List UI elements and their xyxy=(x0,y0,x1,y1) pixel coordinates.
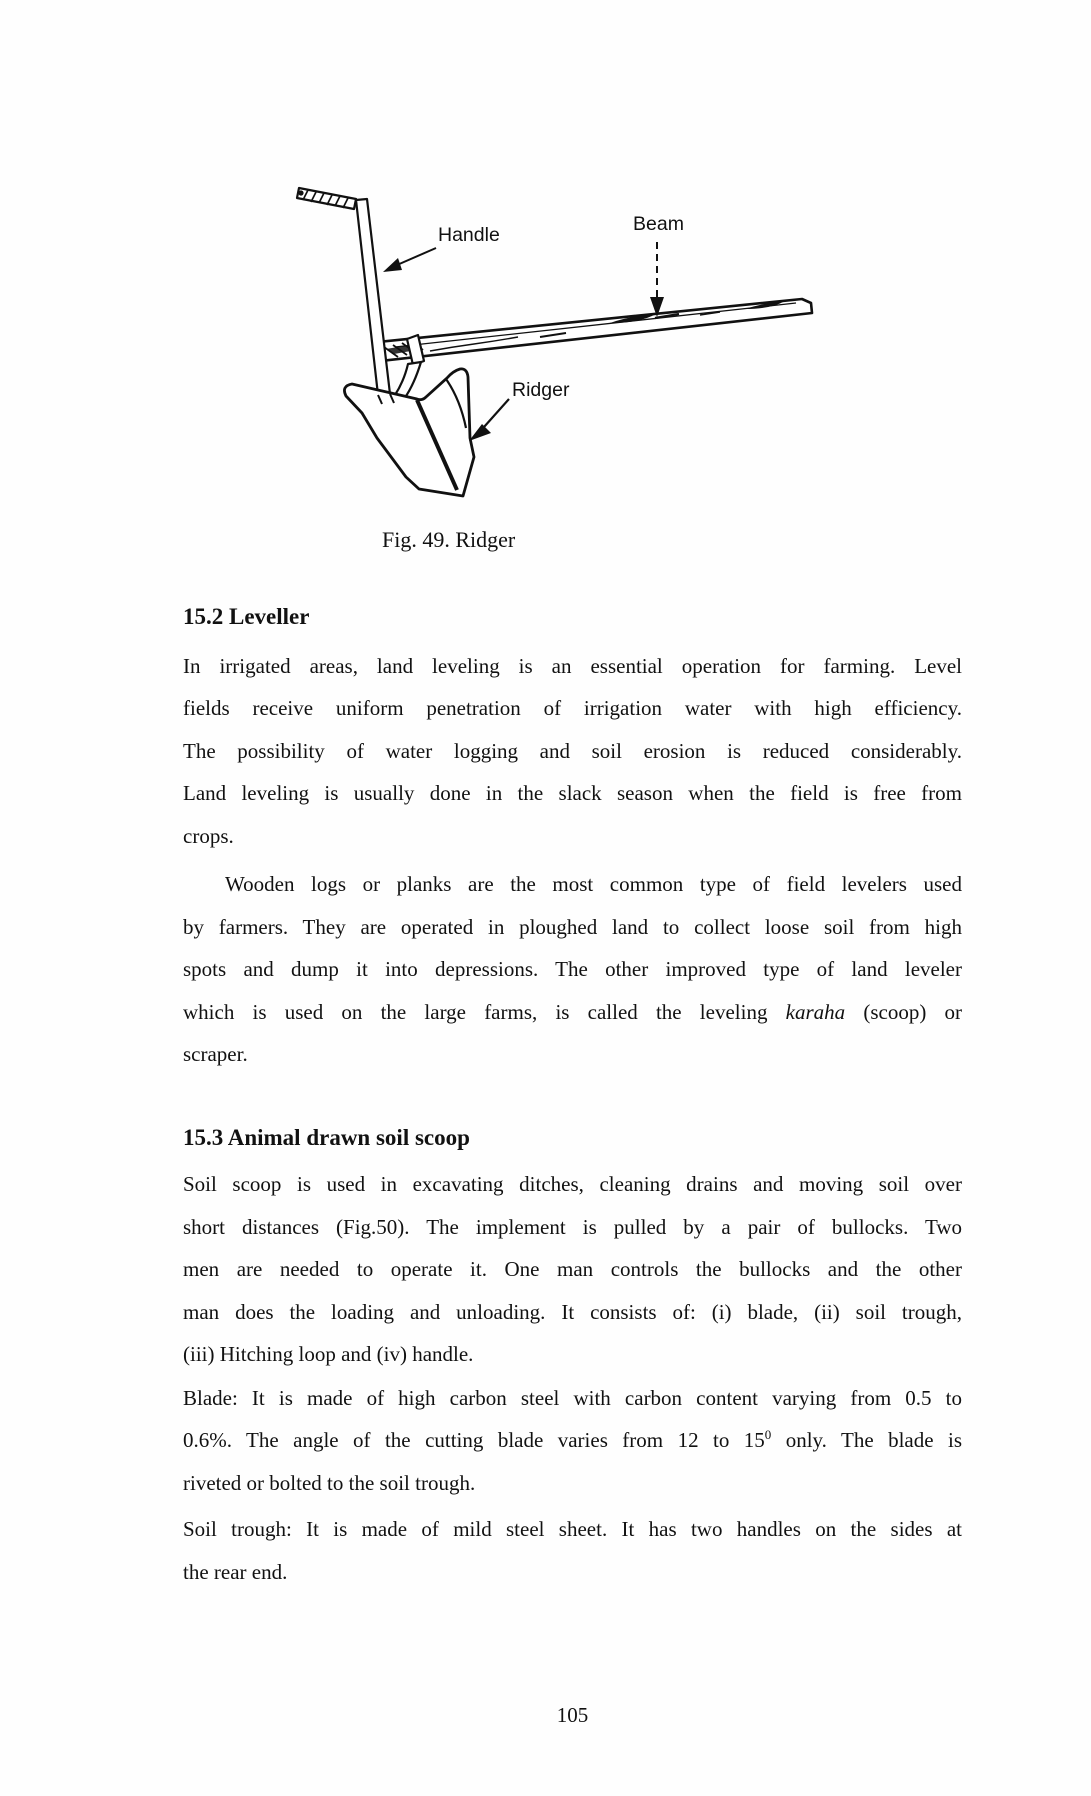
leveller-paragraph-1 xyxy=(183,645,962,858)
ridger-callout xyxy=(469,379,570,441)
text-line xyxy=(183,1419,962,1462)
text-line: short distances (Fig.50). The implement is pulled by a pair of bullocks. Two xyxy=(183,1214,962,1239)
text-line: men are needed to operate it. One man controls the bullocks and the other xyxy=(183,1257,962,1281)
text-line: the rear end. xyxy=(183,1559,288,1584)
text-segment: (scoop) or xyxy=(845,999,962,1024)
text-line: Blade: It is made of high carbon steel with carbon content varying from 0.5 to xyxy=(183,1385,962,1410)
text-column xyxy=(183,596,962,1593)
text-line: crops. xyxy=(183,823,234,848)
figure-label-beam: Beam xyxy=(633,213,684,235)
text-line: spots and dump it into depressions. The other improved type of land leveler xyxy=(183,957,962,981)
text-line: (iii) Hitching loop and (iv) handle. xyxy=(183,1342,474,1366)
ridger-figure xyxy=(290,180,820,505)
text-line: man does the loading and unloading. It consists of: (i) blade, (ii) soil trough, xyxy=(183,1299,962,1324)
figure-label-ridger: Ridger xyxy=(512,379,570,401)
text-line: Soil trough: It is made of mild steel sheet. It has two handles on the sides at xyxy=(183,1517,962,1541)
text-segment: only. The blade is xyxy=(771,1428,962,1452)
text-line: fields receive uniform penetration of irrigation water with high efficiency. xyxy=(183,696,962,720)
page-number: 105 xyxy=(556,1703,589,1727)
blade-paragraph xyxy=(183,1377,962,1505)
text-line xyxy=(183,991,962,1034)
section-heading-soil-scoop: 15.3 Animal drawn soil scoop xyxy=(183,1124,470,1150)
text-line: In irrigated areas, land leveling is an essential operation for farming. Level xyxy=(183,653,962,678)
soil-trough-paragraph xyxy=(183,1508,962,1593)
handle-grip-drawing xyxy=(297,188,356,209)
figure-caption: Fig. 49. Ridger xyxy=(382,527,516,552)
text-line: Land leveling is usually done in the slack season when the field is free from xyxy=(183,781,962,805)
handle-callout xyxy=(383,224,500,272)
text-line: riveted or bolted to the soil trough. xyxy=(183,1470,476,1495)
text-segment: 0.6%. The angle of the cutting blade varies from 12 to 15 xyxy=(183,1428,765,1452)
figure-label-handle: Handle xyxy=(438,224,500,246)
leveller-paragraph-2 xyxy=(183,863,962,1076)
text-line: The possibility of water logging and soil erosion is reduced considerably. xyxy=(183,738,962,763)
text-line: by farmers. They are operated in ploughed land to collect loose soil from high xyxy=(183,914,962,939)
text-segment: which is used on the large farms, is called the leveling xyxy=(183,999,786,1024)
handle-shaft-drawing xyxy=(356,199,390,395)
text-line: Wooden logs or planks are the most common type of field levelers used xyxy=(225,872,962,896)
scoop-paragraph-1 xyxy=(183,1163,962,1376)
text-line: scraper. xyxy=(183,1042,248,1066)
italic-term-karaha: karaha xyxy=(785,999,846,1024)
text-line: Soil scoop is used in excavating ditches, cleaning drains and moving soil over xyxy=(183,1172,962,1196)
section-heading-leveller: 15.2 Leveller xyxy=(183,604,310,629)
beam-drawing xyxy=(378,299,812,361)
beam-callout xyxy=(633,213,684,317)
degree-superscript: 0 xyxy=(764,1427,772,1442)
